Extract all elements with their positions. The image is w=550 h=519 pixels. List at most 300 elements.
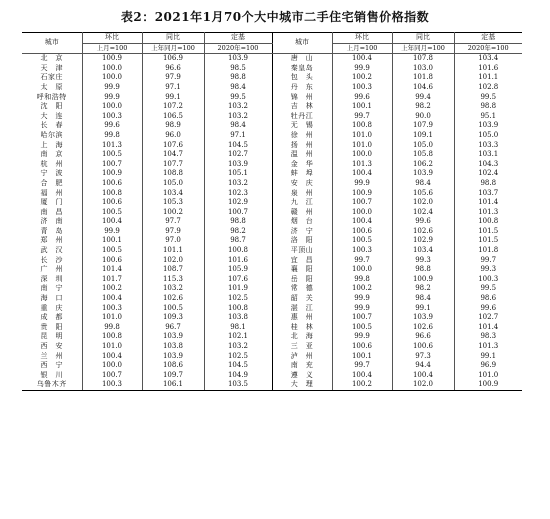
left-mom-cell: 100.7 (82, 371, 142, 381)
left-fixed-cell: 98.5 (204, 64, 272, 74)
right-mom-cell: 100.0 (332, 150, 392, 160)
left-city-cell: 上 海 (22, 141, 82, 151)
left-yoy-cell: 102.0 (142, 256, 204, 266)
header-city-left: 城市 (22, 33, 82, 54)
header-yoy-left: 同比 (142, 33, 204, 44)
left-yoy-cell: 98.9 (142, 121, 204, 131)
header-mom-right: 环比 (332, 33, 392, 44)
left-fixed-cell: 103.5 (204, 380, 272, 390)
right-city-cell: 金 华 (272, 160, 332, 170)
right-yoy-cell: 103.0 (392, 64, 454, 74)
table-row (22, 284, 522, 294)
left-mom-cell: 100.8 (82, 189, 142, 199)
left-yoy-cell: 102.6 (142, 294, 204, 304)
left-mom-cell: 101.0 (82, 342, 142, 352)
right-city-cell: 九 江 (272, 198, 332, 208)
right-yoy-cell: 102.4 (392, 208, 454, 218)
right-fixed-cell: 100.8 (478, 217, 499, 226)
left-city-cell: 长 沙 (22, 256, 82, 266)
left-yoy-cell: 109.3 (142, 313, 204, 323)
right-yoy-cell: 109.1 (392, 131, 454, 141)
table-row (22, 332, 522, 342)
left-mom-cell: 100.3 (82, 112, 142, 122)
table-row (22, 54, 522, 64)
left-mom-cell: 100.9 (82, 54, 142, 64)
table-row (22, 198, 522, 208)
right-city-cell: 惠 州 (272, 313, 332, 323)
right-city-cell: 温 州 (272, 150, 332, 160)
right-mom-cell: 100.7 (332, 198, 392, 208)
right-mom-cell: 100.2 (332, 380, 392, 390)
right-city-cell: 包 头 (272, 73, 332, 83)
left-yoy-cell: 97.9 (142, 73, 204, 83)
right-yoy-cell: 103.9 (392, 169, 454, 179)
left-yoy-cell: 106.5 (142, 112, 204, 122)
right-fixed-cell: 103.7 (478, 188, 499, 197)
right-mom-cell: 100.3 (332, 83, 392, 93)
page-title: 表2：2021年1月70个大中城市二手住宅销售价格指数 (120, 10, 430, 24)
right-city-cell: 常 德 (272, 284, 332, 294)
right-yoy-cell: 99.4 (392, 93, 454, 103)
right-mom-cell: 101.3 (332, 160, 392, 170)
left-city-cell: 天 津 (22, 64, 82, 74)
left-city-cell: 乌鲁木齐 (22, 380, 82, 390)
table-row (22, 236, 522, 246)
right-fixed-cell: 101.4 (478, 198, 499, 207)
right-city-cell: 蚌 埠 (272, 169, 332, 179)
right-city-cell: 唐 山 (272, 54, 332, 64)
left-mom-cell: 100.6 (82, 198, 142, 208)
left-yoy-cell: 103.9 (142, 352, 204, 362)
left-mom-cell: 100.7 (82, 160, 142, 170)
left-fixed-cell: 103.2 (204, 112, 272, 122)
right-city-cell: 桂 林 (272, 323, 332, 333)
right-city-cell: 三 亚 (272, 342, 332, 352)
left-fixed-cell: 102.5 (204, 294, 272, 304)
left-yoy-cell: 108.7 (142, 265, 204, 275)
left-city-cell: 兰 州 (22, 352, 82, 362)
right-city-cell: 湛 江 (272, 304, 332, 314)
left-city-cell: 重 庆 (22, 304, 82, 314)
right-city-cell: 襄 阳 (272, 265, 332, 275)
table-row (22, 150, 522, 160)
left-mom-cell: 100.9 (82, 169, 142, 179)
header-city-right: 城市 (272, 33, 332, 54)
table-row (22, 208, 522, 218)
left-mom-cell: 99.9 (82, 93, 142, 103)
left-city-cell: 厦 门 (22, 198, 82, 208)
table-row (22, 265, 522, 275)
right-mom-cell: 99.7 (332, 361, 392, 371)
right-yoy-cell: 97.3 (392, 352, 454, 362)
left-mom-cell: 100.0 (82, 361, 142, 371)
right-yoy-cell: 105.6 (392, 189, 454, 199)
right-fixed-cell: 103.3 (478, 140, 499, 149)
right-yoy-cell: 107.8 (392, 54, 454, 64)
left-yoy-cell: 104.7 (142, 150, 204, 160)
left-yoy-cell: 100.5 (142, 304, 204, 314)
left-mom-cell: 99.9 (82, 227, 142, 237)
left-yoy-cell: 96.6 (142, 64, 204, 74)
right-fixed-cell: 99.5 (480, 92, 497, 101)
right-mom-cell: 100.4 (332, 371, 392, 381)
right-fixed-cell: 101.3 (478, 207, 499, 216)
header-row (22, 33, 522, 44)
left-fixed-cell: 105.1 (204, 169, 272, 179)
right-yoy-cell: 103.9 (392, 313, 454, 323)
table-row (22, 227, 522, 237)
right-yoy-cell: 100.4 (392, 371, 454, 381)
left-yoy-cell: 96.0 (142, 131, 204, 141)
right-mom-cell: 100.6 (332, 227, 392, 237)
left-city-cell: 南 昌 (22, 208, 82, 218)
left-fixed-cell: 101.9 (204, 284, 272, 294)
right-mom-cell: 99.9 (332, 332, 392, 342)
right-fixed-cell: 101.5 (478, 226, 499, 235)
left-fixed-cell: 102.3 (204, 189, 272, 199)
right-mom-cell: 101.0 (332, 131, 392, 141)
right-mom-cell: 100.7 (332, 313, 392, 323)
table-row (22, 361, 522, 371)
table-row (22, 169, 522, 179)
left-city-cell: 沈 阳 (22, 102, 82, 112)
table-row (22, 304, 522, 314)
right-mom-cell: 99.9 (332, 304, 392, 314)
table-row (22, 131, 522, 141)
left-mom-cell: 100.0 (82, 64, 142, 74)
right-mom-cell: 100.0 (332, 265, 392, 275)
left-mom-cell: 100.2 (82, 284, 142, 294)
right-fixed-cell: 101.0 (478, 370, 499, 379)
left-city-cell: 广 州 (22, 265, 82, 275)
left-fixed-cell: 103.9 (204, 54, 272, 64)
right-mom-cell: 100.1 (332, 102, 392, 112)
left-city-cell: 宁 波 (22, 169, 82, 179)
right-yoy-cell: 90.0 (392, 112, 454, 122)
left-city-cell: 长 春 (22, 121, 82, 131)
right-mom-cell: 100.9 (332, 189, 392, 199)
left-city-cell: 哈尔滨 (22, 131, 82, 141)
left-city-cell: 贵 阳 (22, 323, 82, 333)
right-city-cell: 北 海 (272, 332, 332, 342)
right-fixed-cell: 99.7 (480, 255, 497, 264)
left-fixed-cell: 104.9 (204, 371, 272, 381)
right-fixed-cell: 101.3 (478, 342, 499, 350)
right-city-cell: 平顶山 (272, 246, 332, 256)
right-city-cell: 遵 义 (272, 371, 332, 381)
right-fixed-cell: 102.4 (478, 169, 499, 178)
left-city-cell: 福 州 (22, 189, 82, 199)
left-fixed-cell: 102.5 (204, 352, 272, 362)
right-fixed-cell: 98.3 (480, 332, 497, 341)
left-fixed-cell: 97.1 (204, 131, 272, 141)
right-yoy-cell: 103.4 (392, 246, 454, 256)
right-city-cell: 锦 州 (272, 93, 332, 103)
subheader-fixed-right: 2020年=100 (454, 43, 522, 54)
left-mom-cell: 100.8 (82, 332, 142, 342)
left-fixed-cell: 98.8 (204, 217, 272, 227)
right-fixed-cell: 99.5 (480, 284, 497, 293)
right-mom-cell: 99.9 (332, 64, 392, 74)
left-yoy-cell: 97.7 (142, 217, 204, 227)
right-mom-cell: 100.3 (332, 246, 392, 256)
left-yoy-cell: 101.1 (142, 246, 204, 256)
right-mom-cell: 100.0 (332, 208, 392, 218)
left-yoy-cell: 105.3 (142, 198, 204, 208)
right-mom-cell: 99.7 (332, 112, 392, 122)
right-fixed-cell: 101.1 (478, 73, 499, 82)
subheader-fixed-left: 2020年=100 (204, 43, 272, 54)
left-city-cell: 南 宁 (22, 284, 82, 294)
right-yoy-cell: 98.8 (392, 265, 454, 275)
right-city-cell: 韶 关 (272, 294, 332, 304)
right-city-cell: 牡丹江 (272, 112, 332, 122)
price-index-table (22, 32, 522, 391)
right-city-cell: 无 锡 (272, 121, 332, 131)
left-city-cell: 济 南 (22, 217, 82, 227)
table-row (22, 121, 522, 131)
table-row (22, 313, 522, 323)
left-mom-cell: 100.5 (82, 208, 142, 218)
right-yoy-cell: 101.8 (392, 73, 454, 83)
right-city-cell: 岳 阳 (272, 275, 332, 285)
left-fixed-cell: 100.7 (204, 208, 272, 218)
right-city-cell: 丹 东 (272, 83, 332, 93)
subheader-mom-right: 上月=100 (332, 43, 392, 54)
left-fixed-cell: 98.2 (204, 227, 272, 237)
left-mom-cell: 101.7 (82, 275, 142, 285)
left-fixed-cell: 103.2 (204, 179, 272, 189)
left-city-cell: 太 原 (22, 83, 82, 93)
table-row (22, 380, 522, 390)
right-fixed-cell: 101.5 (478, 236, 499, 245)
left-mom-cell: 100.3 (82, 304, 142, 314)
right-fixed-cell: 101.6 (478, 63, 499, 72)
left-mom-cell: 100.5 (82, 246, 142, 256)
header-yoy-right: 同比 (392, 33, 454, 44)
left-yoy-cell: 103.9 (142, 332, 204, 342)
left-city-cell: 昆 明 (22, 332, 82, 342)
left-mom-cell: 100.6 (82, 179, 142, 189)
right-city-cell: 烟 台 (272, 217, 332, 227)
right-yoy-cell: 106.2 (392, 160, 454, 170)
right-city-cell: 秦皇岛 (272, 64, 332, 74)
left-yoy-cell: 105.0 (142, 179, 204, 189)
left-fixed-cell: 98.4 (204, 121, 272, 131)
left-fixed-cell: 100.8 (204, 304, 272, 314)
left-mom-cell: 101.4 (82, 265, 142, 275)
right-yoy-cell: 102.6 (392, 227, 454, 237)
left-mom-cell: 100.4 (82, 352, 142, 362)
right-fixed-cell: 103.4 (478, 54, 499, 63)
table-row (22, 93, 522, 103)
right-city-cell: 赣 州 (272, 208, 332, 218)
left-mom-cell: 100.6 (82, 256, 142, 266)
right-fixed-cell: 105.0 (478, 130, 499, 139)
left-yoy-cell: 97.1 (142, 83, 204, 93)
right-fixed-cell: 99.6 (480, 303, 497, 312)
left-yoy-cell: 106.9 (142, 54, 204, 64)
table-row (22, 102, 522, 112)
left-yoy-cell: 115.3 (142, 275, 204, 285)
right-mom-cell: 100.4 (332, 169, 392, 179)
right-yoy-cell: 102.6 (392, 323, 454, 333)
left-city-cell: 西 安 (22, 342, 82, 352)
left-mom-cell: 100.0 (82, 73, 142, 83)
right-yoy-cell: 105.0 (392, 141, 454, 151)
left-city-cell: 青 岛 (22, 227, 82, 237)
right-city-cell: 济 宁 (272, 227, 332, 237)
table-row (22, 189, 522, 199)
right-yoy-cell: 98.2 (392, 102, 454, 112)
left-fixed-cell: 102.9 (204, 198, 272, 208)
right-yoy-cell: 102.0 (392, 380, 454, 390)
table-row (22, 83, 522, 93)
left-city-cell: 海 口 (22, 294, 82, 304)
left-fixed-cell: 103.8 (204, 313, 272, 323)
right-mom-cell: 99.9 (332, 179, 392, 189)
left-city-cell: 武 汉 (22, 246, 82, 256)
left-fixed-cell: 102.7 (204, 150, 272, 160)
table-row (22, 371, 522, 381)
left-yoy-cell: 108.8 (142, 169, 204, 179)
left-yoy-cell: 103.4 (142, 189, 204, 199)
right-mom-cell: 99.7 (332, 256, 392, 266)
left-city-cell: 杭 州 (22, 160, 82, 170)
right-yoy-cell: 98.2 (392, 284, 454, 294)
left-yoy-cell: 99.1 (142, 93, 204, 103)
table-row (22, 64, 522, 74)
left-mom-cell: 99.9 (82, 83, 142, 93)
left-fixed-cell: 102.1 (204, 332, 272, 342)
right-fixed-cell: 96.9 (480, 361, 497, 370)
table-row (22, 256, 522, 266)
left-city-cell: 南 京 (22, 150, 82, 160)
right-mom-cell: 100.1 (332, 352, 392, 362)
left-fixed-cell: 105.9 (204, 265, 272, 275)
left-fixed-cell: 100.8 (204, 246, 272, 256)
left-city-cell: 北 京 (22, 54, 82, 64)
right-fixed-cell: 98.8 (480, 178, 497, 187)
right-fixed-cell: 102.7 (478, 313, 499, 322)
right-city-cell: 宜 昌 (272, 256, 332, 266)
left-mom-cell: 99.8 (82, 131, 142, 141)
left-yoy-cell: 107.7 (142, 160, 204, 170)
right-city-cell: 泸 州 (272, 352, 332, 362)
left-yoy-cell: 107.6 (142, 141, 204, 151)
left-mom-cell: 100.3 (82, 380, 142, 390)
left-city-cell: 西 宁 (22, 361, 82, 371)
right-mom-cell: 101.0 (332, 141, 392, 151)
right-city-cell: 洛 阳 (272, 236, 332, 246)
left-mom-cell: 101.3 (82, 141, 142, 151)
header-mom-left: 环比 (82, 33, 142, 44)
left-fixed-cell: 98.7 (204, 236, 272, 246)
left-mom-cell: 100.1 (82, 236, 142, 246)
left-yoy-cell: 100.2 (142, 208, 204, 218)
right-mom-cell: 99.6 (332, 93, 392, 103)
right-fixed-cell: 103.9 (478, 121, 499, 130)
table-row (22, 112, 522, 122)
right-mom-cell: 99.8 (332, 275, 392, 285)
right-mom-cell: 99.9 (332, 294, 392, 304)
right-yoy-cell: 94.4 (392, 361, 454, 371)
subheader-yoy-left: 上年同月=100 (142, 43, 204, 54)
left-city-cell: 合 肥 (22, 179, 82, 189)
right-yoy-cell: 105.8 (392, 150, 454, 160)
right-city-cell: 吉 林 (272, 102, 332, 112)
left-fixed-cell: 104.5 (204, 141, 272, 151)
right-city-cell: 安 庆 (272, 179, 332, 189)
right-yoy-cell: 100.9 (392, 275, 454, 285)
right-yoy-cell: 104.6 (392, 83, 454, 93)
left-fixed-cell: 103.2 (204, 342, 272, 352)
left-mom-cell: 101.0 (82, 313, 142, 323)
table-row (22, 246, 522, 256)
left-yoy-cell: 103.2 (142, 284, 204, 294)
left-yoy-cell: 103.8 (142, 342, 204, 352)
left-city-cell: 银 川 (22, 371, 82, 381)
left-yoy-cell: 108.6 (142, 361, 204, 371)
left-mom-cell: 99.6 (82, 121, 142, 131)
left-mom-cell: 100.4 (82, 294, 142, 304)
right-yoy-cell: 100.6 (392, 342, 454, 352)
right-city-cell: 泉 州 (272, 189, 332, 199)
left-yoy-cell: 107.2 (142, 102, 204, 112)
table-row (22, 294, 522, 304)
left-yoy-cell: 106.1 (142, 380, 204, 390)
left-city-cell: 石家庄 (22, 73, 82, 83)
table-row (22, 160, 522, 170)
right-city-cell: 徐 州 (272, 131, 332, 141)
left-yoy-cell: 96.7 (142, 323, 204, 333)
table-row (22, 141, 522, 151)
left-city-cell: 大 连 (22, 112, 82, 122)
left-mom-cell: 100.4 (82, 217, 142, 227)
left-yoy-cell: 109.7 (142, 371, 204, 381)
table-row (22, 342, 522, 352)
left-city-cell: 深 圳 (22, 275, 82, 285)
right-mom-cell: 100.4 (332, 217, 392, 227)
right-mom-cell: 100.2 (332, 73, 392, 83)
table-row (22, 73, 522, 83)
left-fixed-cell: 99.5 (204, 93, 272, 103)
left-fixed-cell: 101.6 (204, 256, 272, 266)
right-fixed-cell: 103.1 (478, 150, 499, 159)
right-yoy-cell: 107.9 (392, 121, 454, 131)
left-yoy-cell: 97.9 (142, 227, 204, 237)
right-fixed-cell: 104.3 (478, 159, 499, 168)
left-city-cell: 成 都 (22, 313, 82, 323)
right-yoy-cell: 102.0 (392, 198, 454, 208)
left-city-cell: 呼和浩特 (22, 93, 82, 103)
right-fixed-cell: 95.1 (480, 111, 497, 120)
right-yoy-cell: 98.4 (392, 179, 454, 189)
right-fixed-cell: 99.1 (480, 351, 497, 360)
right-fixed-cell: 98.6 (480, 294, 497, 303)
right-city-cell: 南 充 (272, 361, 332, 371)
table-row (22, 275, 522, 285)
right-yoy-cell: 98.4 (392, 294, 454, 304)
table-row (22, 352, 522, 362)
left-fixed-cell: 98.8 (204, 73, 272, 83)
right-yoy-cell: 99.1 (392, 304, 454, 314)
right-yoy-cell: 96.6 (392, 332, 454, 342)
right-mom-cell: 100.5 (332, 236, 392, 246)
left-yoy-cell: 97.0 (142, 236, 204, 246)
right-fixed-cell: 100.3 (478, 274, 499, 283)
subheader-yoy-right: 上年同月=100 (392, 43, 454, 54)
